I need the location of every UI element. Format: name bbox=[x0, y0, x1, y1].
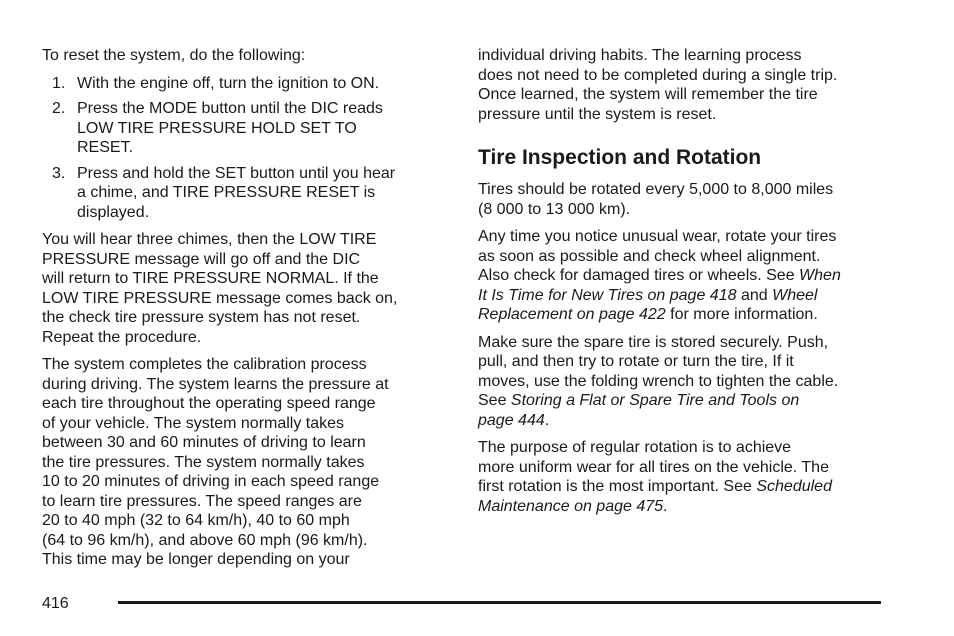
text-line: The purpose of regular rotation is to achieve bbox=[478, 439, 792, 456]
text-line: Once learned, the system will remember the tire bbox=[478, 86, 818, 103]
text-line: the tire pressures. The system normally takes bbox=[42, 453, 365, 471]
right-column bbox=[478, 46, 883, 524]
unusual-wear-paragraph bbox=[478, 227, 883, 325]
text-run: and bbox=[736, 286, 773, 304]
left-column bbox=[42, 46, 442, 578]
text-run: See bbox=[478, 392, 511, 409]
text-line: The system completes the calibration process bbox=[42, 356, 367, 373]
chimes-paragraph bbox=[42, 230, 442, 347]
text-line: (8 000 to 13 000 km). bbox=[478, 200, 631, 218]
step-number: 2. bbox=[52, 100, 66, 117]
text-line bbox=[478, 266, 883, 286]
text-line: as soon as possible and check wheel alignment. bbox=[478, 247, 821, 265]
section-heading: Tire Inspection and Rotation bbox=[478, 146, 762, 169]
text-run: for more information. bbox=[665, 306, 818, 323]
text-line: between 30 and 60 minutes of driving to learn bbox=[42, 434, 366, 451]
text-line: more uniform wear for all tires on the vehicle. The bbox=[478, 458, 829, 476]
text-line bbox=[478, 477, 883, 497]
text-line: Tires should be rotated every 5,000 to 8,000 miles bbox=[478, 181, 834, 198]
text-line: of your vehicle. The system normally takes bbox=[42, 414, 345, 432]
text-line: moves, use the folding wrench to tighten the cable. bbox=[478, 372, 839, 390]
text-line: 20 to 40 mph (32 to 64 km/h), 40 to 60 mph bbox=[42, 512, 350, 529]
text-line: Any time you notice unusual wear, rotate your tires bbox=[478, 228, 837, 245]
text-line bbox=[478, 286, 883, 306]
text-line: PRESSURE message will go off and the DIC bbox=[42, 250, 361, 268]
text-line: during driving. The system learns the pressure at bbox=[42, 375, 389, 393]
step-text-line: RESET. bbox=[77, 139, 134, 156]
text-line: the check tire pressure system has not reset. bbox=[42, 309, 361, 326]
cross-reference-link[interactable]: Maintenance on page 475 bbox=[478, 497, 664, 515]
text-line: pressure until the system is reset. bbox=[478, 105, 717, 123]
text-line: This time may be longer depending on your bbox=[42, 551, 350, 568]
rotation-interval-paragraph bbox=[478, 180, 883, 219]
step-text-line: Press the MODE button until the DIC reads bbox=[77, 100, 383, 117]
spare-tire-paragraph bbox=[478, 333, 883, 431]
footer-rule bbox=[118, 601, 881, 604]
text-run: Also check for damaged tires or wheels. See bbox=[478, 267, 800, 284]
step-1 bbox=[42, 74, 442, 94]
step-text-line: a chime, and TIRE PRESSURE RESET is bbox=[77, 184, 376, 201]
text-line: 10 to 20 minutes of driving in each speed range bbox=[42, 473, 380, 490]
step-number: 3. bbox=[52, 164, 66, 182]
text-line bbox=[478, 305, 883, 325]
text-run: . bbox=[544, 411, 550, 429]
text-line: individual driving habits. The learning process bbox=[478, 47, 802, 64]
cross-reference-link[interactable]: It Is Time for New Tires on page 418 bbox=[478, 286, 737, 304]
text-line: does not need to be completed during a single trip. bbox=[478, 66, 838, 84]
text-line: (64 to 96 km/h), and above 60 mph (96 km/h). bbox=[42, 531, 368, 549]
text-line: pull, and then try to rotate or turn the tire, If it bbox=[478, 353, 794, 370]
cross-reference-link[interactable]: Scheduled bbox=[756, 478, 832, 495]
step-text-line: With the engine off, turn the ignition to ON. bbox=[77, 74, 380, 92]
cross-reference-link[interactable]: When bbox=[799, 267, 841, 284]
learning-paragraph bbox=[478, 46, 883, 124]
step-number: 1. bbox=[52, 74, 66, 92]
page-number: 416 bbox=[42, 595, 69, 612]
text-line: LOW TIRE PRESSURE message comes back on, bbox=[42, 289, 398, 307]
calibration-paragraph bbox=[42, 355, 442, 570]
step-3 bbox=[42, 164, 442, 223]
cross-reference-link[interactable]: Replacement on page 422 bbox=[478, 306, 666, 323]
text-line: each tire throughout the operating speed range bbox=[42, 395, 376, 412]
cross-reference-link[interactable]: page 444 bbox=[478, 411, 545, 429]
step-2 bbox=[42, 99, 442, 158]
text-line: You will hear three chimes, then the LOW TIRE bbox=[42, 231, 377, 248]
text-line: to learn tire pressures. The speed ranges are bbox=[42, 492, 362, 510]
step-text-line: LOW TIRE PRESSURE HOLD SET TO bbox=[77, 119, 357, 137]
text-line: Make sure the spare tire is stored securely. Push, bbox=[478, 333, 829, 351]
cross-reference-link[interactable]: Storing a Flat or Spare Tire and Tools on bbox=[510, 392, 800, 409]
text-run: first rotation is the most important. See bbox=[478, 478, 757, 495]
reset-steps-list bbox=[42, 74, 442, 223]
text-line bbox=[478, 391, 883, 411]
text-run: . bbox=[663, 497, 668, 515]
reset-intro: To reset the system, do the following: bbox=[42, 47, 306, 64]
text-line: will return to TIRE PRESSURE NORMAL. If the bbox=[42, 270, 379, 287]
text-line: Repeat the procedure. bbox=[42, 328, 202, 346]
text-line bbox=[478, 411, 883, 431]
cross-reference-link[interactable]: Wheel bbox=[772, 286, 818, 304]
rotation-purpose-paragraph bbox=[478, 438, 883, 516]
text-line bbox=[478, 497, 883, 517]
step-text-line: Press and hold the SET button until you hear bbox=[77, 164, 396, 182]
step-text-line: displayed. bbox=[77, 203, 150, 221]
